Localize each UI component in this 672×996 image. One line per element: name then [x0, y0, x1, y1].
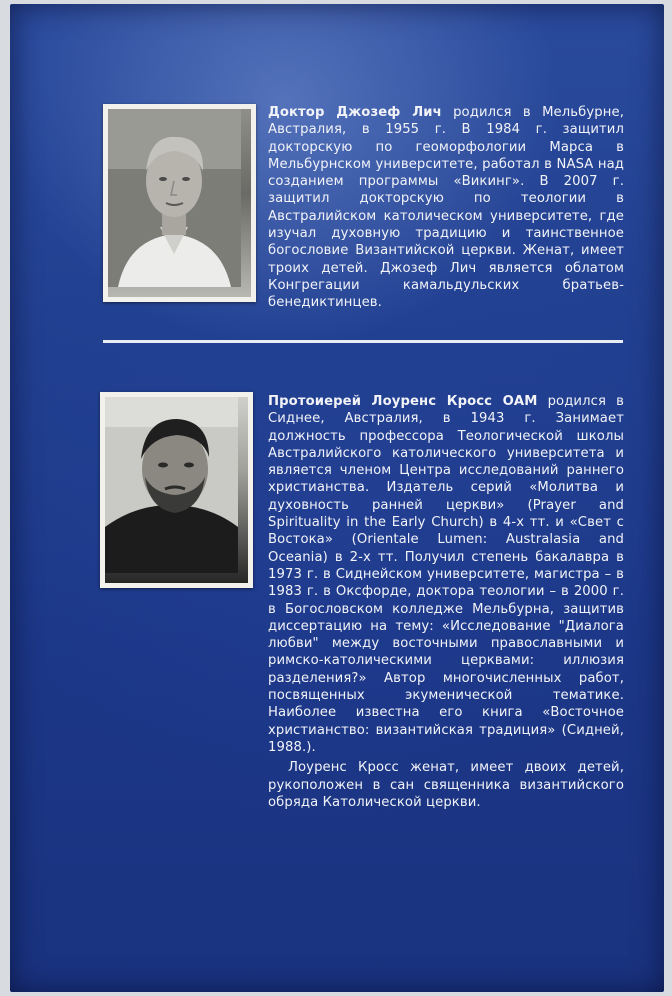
author2-name: Протоиерей Лоуренс Кросс ОАМ — [268, 394, 538, 409]
author2-bio — [268, 393, 624, 811]
author1-name: Доктор Джозеф Лич — [268, 105, 442, 120]
author1-bio — [268, 104, 624, 312]
author1-bio-text: родился в Мельбурне, Австралия, в 1955 г. В 1984 г. защитил докторскую по геоморфологии Марса в Мельбурнском университете, работал в NASA над созданием программы «Викинг». В 2007 г. защитил докторскую по теологии в Австралийском католическом университете, где изучал духовную традицию и таинственное богословие Византийской церкви. Женат, имеет троих детей. Джозеф Лич является облатом Конгрегации камальдульских братьев-бенедиктинцев. — [268, 105, 624, 311]
author1-portrait — [108, 109, 241, 287]
author2-photo — [100, 392, 253, 588]
author2-bio-text: родился в Сиднее, Австралия, в 1943 г. Занимает должность профессора Теологической школы Австралийского католического университета и является членом Центра исследований раннего христианства. Издатель серий «Молитва и духовность ранней церкви» (Prayer and Spirituality in the Early Church) в 4-х тт. и «Свет с Востока» (Orientale Lumen: Australasia and Oceania) в 2-х тт. Получил степень бакалавра в 1973 г. в Сиднейском университете, магистра – в 1983 г. в Оксфорде, доктора теологии – в 2000 г. в Богословском колледже Мельбурна, защитив диссертацию на тему: «Исследование "Диалога любви" между восточными православными и римско-католическими церквами: иллюзия разделения?» Автор многочисленных работ, посвященных экуменической тематике. Наиболее известна его книга «Восточное христианство: византийская традиция» (Сидней, 1988.). — [268, 394, 625, 755]
book-back-cover — [10, 4, 664, 992]
author1-photo — [103, 104, 256, 302]
section-divider — [103, 340, 623, 343]
author2-bio-extra: Лоуренс Кросс женат, имеет двоих детей, рукоположен в сан священника византийского обряда Католической церкви. — [268, 760, 624, 810]
author2-portrait — [105, 397, 238, 573]
